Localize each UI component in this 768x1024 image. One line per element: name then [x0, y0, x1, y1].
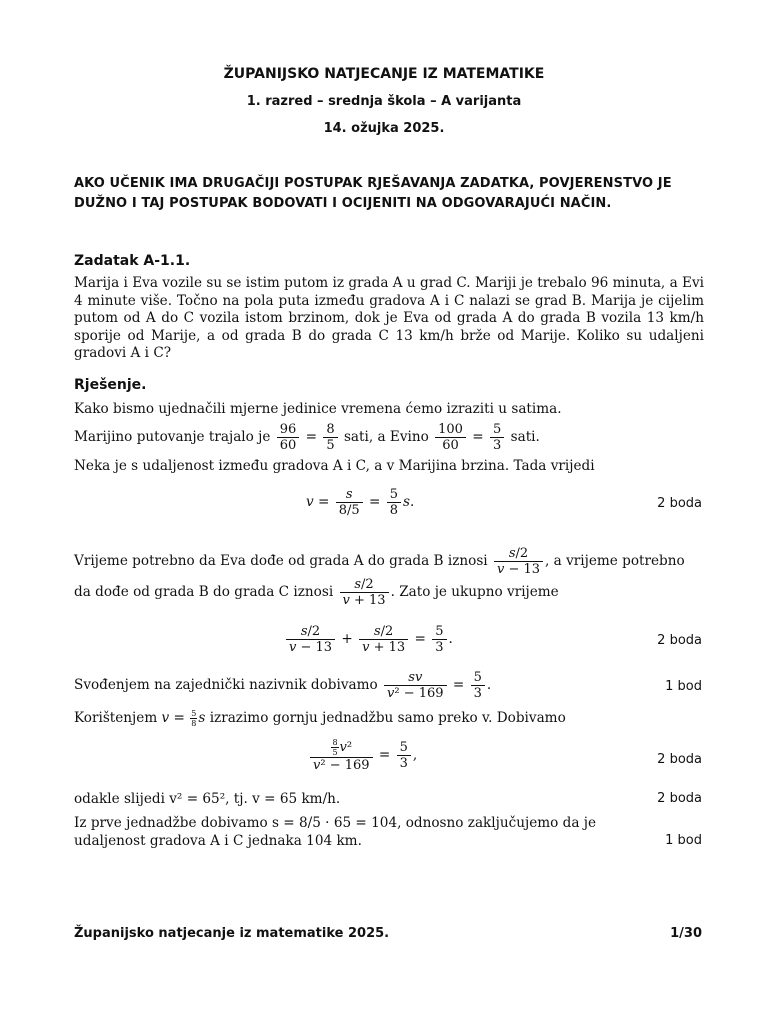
line-2-text-b: sati, a Evino [343, 429, 429, 445]
points-1: 2 boda [657, 496, 702, 511]
points-5: 2 boda [657, 791, 702, 806]
line-4-text-a: Vrijeme potrebno da Eva dođe od grada A do grada B iznosi [74, 553, 488, 569]
line-7-text-b: izrazimo gornju jednadžbu samo preko v. Dobivamo [209, 710, 566, 726]
equation-speed: v = $\frac{s}{8/5}$ = $\frac{5}{8}$ s. [306, 487, 415, 518]
solution-line-1: Kako bismo ujednačili mjerne jedinice vremena ćemo izraziti u satima. [74, 401, 562, 417]
fraction-5-3: $\frac{5}{3}$ [490, 422, 504, 453]
grading-notice: AKO UČENIK IMA DRUGAČIJI POSTUPAK RJEŠAVANJA ZADATKA, POVJERENSTVO JE DUŽNO I TAJ POSTUPAK BODOVATI I OCIJENITI NA ODGOVARAJUĆI NAČIN. [74, 176, 672, 211]
line-7-text-a: Korištenjem [74, 710, 158, 726]
points-6: 1 bod [665, 833, 702, 848]
page-number: 1/30 [670, 926, 702, 941]
solution-line-7: Korištenjem v = $\frac{5}{8}$ s izrazimo gornju jednadžbu samo preko v. Dobivamo [74, 709, 566, 728]
line-4-text-b: , a vrijeme potrebno [545, 553, 685, 569]
solution-heading: Rješenje. [74, 377, 147, 393]
solution-line-4: Vrijeme potrebno da Eva dođe od grada A do grada B iznosi $\frac{s/2}{v - 13}$ , a vrijeme potrebno [74, 546, 685, 577]
solution-line-3: Neka je s udaljenost između gradova A i C, a v Marijina brzina. Tada vrijedi [74, 458, 595, 474]
solution-line-8: odakle slijedi v² = 65², tj. v = 65 km/h. [74, 791, 341, 807]
fraction-8-5: $\frac{8}{5}$ [323, 422, 337, 453]
line-6-text: Svođenjem na zajednički nazivnik dobivamo [74, 677, 378, 693]
fraction-96-60: $\frac{96}{60}$ [277, 422, 300, 453]
equation-total-time: $\frac{s/2}{v - 13}$ + $\frac{s/2}{v + 13}$ = $\frac{5}{3}$ . [284, 624, 453, 655]
fraction-100-60: $\frac{100}{60}$ [435, 422, 466, 453]
task-text: Marija i Eva vozile su se istim putom iz grada A u grad C. Mariji je trebalo 96 minuta, a Evi 4 minute više. Točno na pola puta između gradova A i C nalazi se grad B. Marija je cijelim putom od A do C vozila istom brzinom, dok je Eva od grada A do grada B vozila 13 km/h sporije od Marije, a od grada B do grada C 13 km/h brže od Marije. Koliko su udaljeni gradovi A i C? [74, 275, 704, 361]
solution-line-5: da dođe od grada B do grada C iznosi $\frac{s/2}{v + 13}$ . Zato je ukupno vrijeme [74, 577, 559, 608]
competition-date: 14. ožujka 2025. [323, 121, 445, 136]
task-heading: Zadatak A-1.1. [74, 253, 191, 269]
footer-title: Županijsko natjecanje iz matematike 2025. [74, 926, 390, 941]
line-2-text-c: sati. [510, 429, 540, 445]
points-3: 1 bod [665, 679, 702, 694]
solution-line-6: Svođenjem na zajednički nazivnik dobivamo $\frac{sv}{\text{v² − 169}}$ = $\frac{5}{3}$ . [74, 670, 492, 701]
page-title: ŽUPANIJSKO NATJECANJE IZ MATEMATIKE [223, 66, 545, 82]
line-5-text-a: da dođe od grada B do grada C iznosi [74, 584, 334, 600]
points-4: 2 boda [657, 752, 702, 767]
points-2: 2 boda [657, 633, 702, 648]
line-2-text-a: Marijino putovanje trajalo je [74, 429, 271, 445]
solution-line-9: Iz prve jednadžbe dobivamo s = 8/5 · 65 = 104, odnosno zaključujemo da je udaljenost gradova A i C jednaka 104 km. [74, 815, 597, 849]
solution-line-2: Marijino putovanje trajalo je $\frac{96}{60}$ = $\frac{8}{5}$ sati, a Evino $\frac{100}{60}$ = $\frac{5}{3}$ sati. [74, 422, 540, 453]
equation-substituted: $\frac{8}{5}$ v² v² − 169 = $\frac{5}{3}$ , [308, 738, 417, 773]
line-5-text-b: . Zato je ukupno vrijeme [390, 584, 559, 600]
page-subtitle: 1. razred – srednja škola – A varijanta [246, 94, 522, 109]
